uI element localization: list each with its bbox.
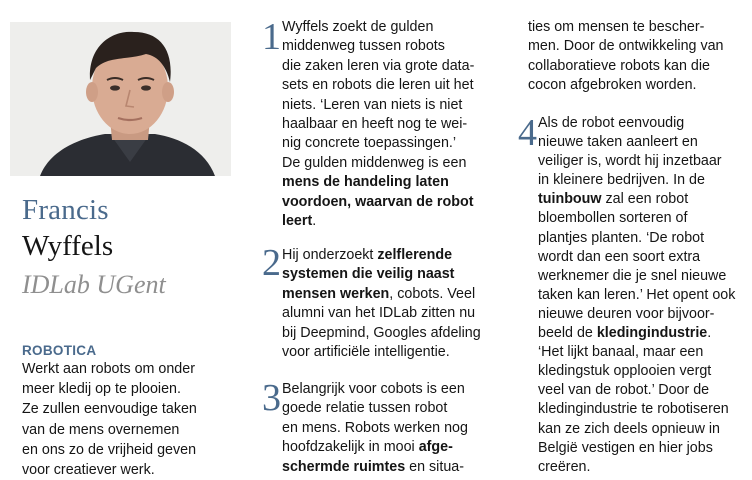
bold-run: leert (282, 213, 313, 230)
text-run: plantjes planten. ‘De robot (538, 229, 705, 246)
point-3-continued-text (528, 18, 724, 96)
text-line (538, 229, 735, 248)
intro-line: Ze zullen eenvoudige taken (22, 401, 197, 418)
text-run: en situa- (405, 458, 464, 475)
text-run: hoofdzakelijk in mooi (282, 439, 419, 456)
text-line (538, 190, 735, 209)
text-line (538, 114, 735, 133)
text-line (282, 419, 468, 438)
text-line (538, 420, 735, 439)
point-1-text (282, 18, 474, 231)
bold-run: systemen die veilig naast (282, 266, 455, 283)
text-line (538, 152, 735, 171)
text-line (282, 399, 468, 418)
text-line (528, 18, 724, 37)
text-run: nig concrete toepassingen.’ (282, 135, 457, 152)
text-run: creëren. (538, 458, 591, 475)
text-line (282, 324, 481, 343)
text-run: kan ze zich deels opnieuw in (538, 420, 720, 437)
point-number-2: 2 (262, 242, 281, 284)
text-run: , cobots. Veel (389, 285, 476, 302)
text-run: Hij onderzoekt (282, 247, 378, 263)
bold-run: zelflerende (377, 247, 453, 263)
text-line (538, 133, 735, 152)
text-line (282, 438, 468, 457)
portrait-illustration (10, 22, 231, 176)
text-line (282, 212, 474, 231)
text-run: Wyffels zoekt de gulden (282, 19, 434, 35)
text-line (538, 381, 735, 400)
text-line (538, 248, 735, 267)
text-run: die zaken leren via grote data- (282, 57, 475, 74)
text-run: en mens. Robots werken nog (282, 419, 468, 436)
intro-line: voor creatiever werk. (22, 462, 155, 479)
point-2-text (282, 246, 481, 362)
intro-text (22, 359, 247, 480)
text-line (538, 209, 735, 228)
text-run: beeld de (538, 325, 597, 342)
text-run: alumni van het IDLab zitten nu (282, 305, 476, 322)
text-run: ‘Het lijkt banaal, maar een (538, 344, 704, 361)
text-run: veel van de robot.’ Door de (538, 382, 710, 399)
point-number-3: 3 (262, 377, 281, 419)
text-run: ties om mensen te bescher- (528, 19, 705, 35)
intro-line: meer kledij op te plooien. (22, 381, 181, 398)
bold-run: kledingindustrie (596, 325, 708, 342)
bold-run: voordoen, waarvan de robot (282, 193, 474, 210)
text-run: Als de robot eenvoudig (538, 115, 685, 131)
point-number-1: 1 (262, 16, 281, 58)
text-line (282, 57, 474, 76)
point-number-4: 4 (518, 112, 537, 154)
text-line (528, 76, 724, 95)
text-line (282, 96, 474, 115)
text-run: collaboratieve robots kan die (528, 57, 710, 74)
text-run: men. Door de ontwikkeling van (528, 38, 724, 55)
text-run: wordt dan een soort extra (538, 248, 701, 265)
text-line (538, 400, 735, 419)
text-line (282, 246, 481, 265)
text-run: bij Deepmind, Googles afdeling (282, 324, 481, 341)
text-run: bloembollen sorteren of (538, 210, 688, 227)
text-line (538, 324, 735, 343)
text-run: . (312, 213, 317, 230)
text-line (282, 115, 474, 134)
text-line (538, 439, 735, 458)
text-line (282, 134, 474, 153)
text-line (538, 305, 735, 324)
text-run: De gulden middenweg is een (282, 154, 467, 171)
intro-line: van de mens overnemen (22, 421, 180, 438)
bold-run: mens de handeling laten (282, 174, 449, 191)
text-run: werknemer die je snel nieuwe (538, 267, 727, 284)
bold-run: mensen werken (282, 285, 390, 302)
text-run: Belangrijk voor cobots is een (282, 381, 465, 397)
bold-run: tuinbouw (538, 191, 602, 208)
text-run: in kleinere bedrijven. In de (538, 172, 705, 189)
text-line (282, 380, 468, 399)
text-line (282, 154, 474, 173)
text-line (528, 37, 724, 56)
text-run: middenweg tussen robots (282, 38, 445, 55)
text-line (528, 57, 724, 76)
text-line (282, 37, 474, 56)
bold-run: afge- (418, 439, 453, 456)
text-line (282, 193, 474, 212)
text-run: veiliger is, wordt hij inzetbaar (538, 153, 722, 170)
portrait-photo (10, 22, 231, 176)
text-run: taken kan leren.’ Het opent ook (538, 286, 736, 303)
text-line (282, 173, 474, 192)
text-run: kledingindustrie te robotiseren (538, 401, 729, 418)
profile-last-name: Wyffels (22, 230, 114, 262)
text-run: goede relatie tussen robot (282, 400, 448, 417)
intro-line: Werkt aan robots om onder (22, 361, 195, 377)
text-run: voor artificiële intelligentie. (282, 344, 450, 361)
text-run: zal een robot (601, 191, 689, 208)
text-run: nieuwe deuren voor bijvoor- (538, 305, 715, 322)
text-run: België vestigen en hier jobs (538, 439, 713, 456)
profile-affiliation: IDLab UGent (22, 270, 166, 299)
text-run: . (707, 325, 712, 342)
text-line (282, 285, 481, 304)
text-run: niets. ‘Leren van niets is niet (282, 96, 463, 113)
text-line (538, 362, 735, 381)
text-run: haalbaar en heeft nog te wei- (282, 116, 468, 133)
point-3-text (282, 380, 468, 477)
text-run: cocon afgebroken worden. (528, 77, 697, 94)
text-line (282, 343, 481, 362)
intro-line: en ons zo de vrijheid geven (22, 441, 197, 458)
text-line (282, 458, 468, 477)
section-label: ROBOTICA (22, 343, 97, 358)
point-4-text (538, 114, 735, 477)
profile-first-name: Francis (22, 194, 109, 226)
text-line (282, 76, 474, 95)
text-line (538, 267, 735, 286)
text-line (538, 171, 735, 190)
bold-run: schermde ruimtes (282, 458, 406, 475)
text-line (282, 18, 474, 37)
text-line (538, 343, 735, 362)
text-line (282, 304, 481, 323)
text-run: sets en robots die leren uit het (282, 77, 474, 94)
text-line (538, 286, 735, 305)
text-line (282, 265, 481, 284)
text-run: nieuwe taken aanleert en (538, 134, 698, 151)
text-run: kledingstuk opplooien vergt (538, 363, 712, 380)
text-line (538, 458, 735, 477)
